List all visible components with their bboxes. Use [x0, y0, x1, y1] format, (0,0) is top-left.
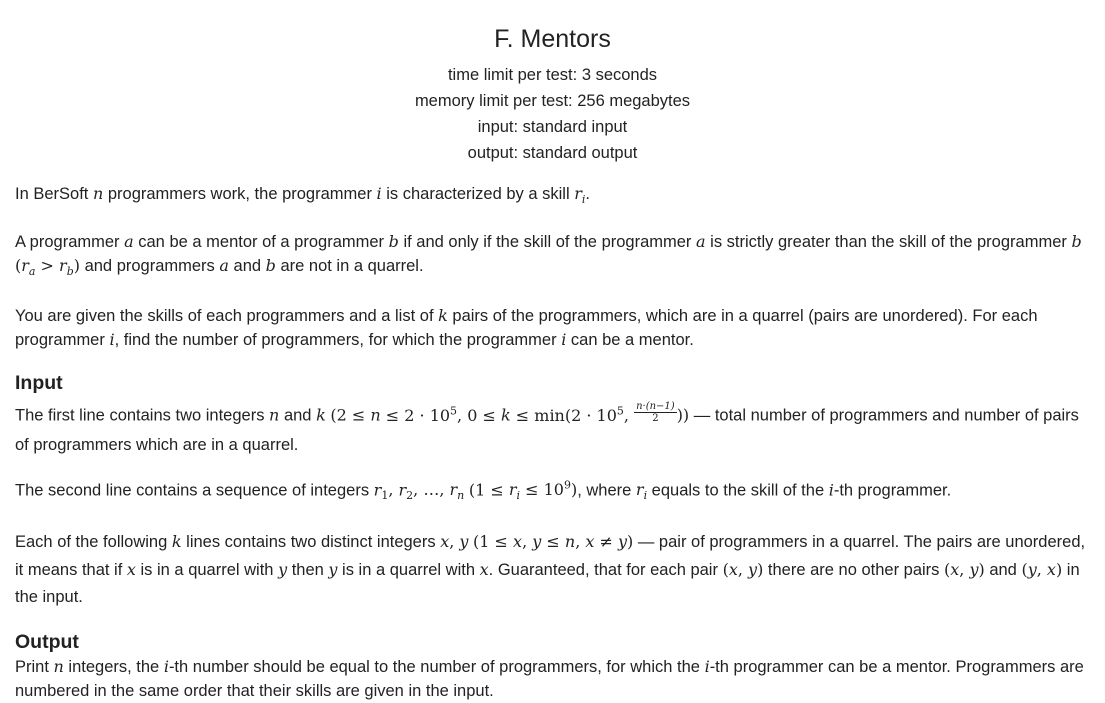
- input-spec: input: standard input: [477, 118, 628, 136]
- statement-paragraph: In BerSoft n programmers work, the programmer i is characterized by a skill $r_i$.: [15, 184, 591, 207]
- problem-header: [0, 0, 1105, 166]
- input-section: [15, 370, 1090, 611]
- input-line-2: The second line contains a sequence of integers $r_1$, $r_2$, …, $r_n$ $(1 \le r_i \le 10^9)$, where $r_i$ equals to the skill of the i-th programmer.: [15, 478, 952, 503]
- memory-limit: memory limit per test: 256 megabytes: [414, 92, 691, 110]
- problem-title: F. Mentors: [494, 25, 611, 53]
- output-section: [15, 629, 1090, 703]
- output-spec: output: standard output: [467, 144, 638, 162]
- problem-statement: [0, 182, 1105, 703]
- fraction: $\frac{n\cdot(n-1)}{2}$: [636, 400, 675, 424]
- statement-paragraph: You are given the skills of each programmers and a list of k pairs of the programmers, which are in a quarrel (pairs are unordered). For each programmer i, find the number of programmers, for which the programmer i can be a mentor.: [15, 306, 1038, 350]
- output-text: Print n integers, the i-th number should be equal to the number of programmers, for which the i-th programmer can be a mentor. Programmers are numbered in the same order that their skills are given in the input.: [15, 657, 1084, 701]
- time-limit: time limit per test: 3 seconds: [447, 66, 658, 84]
- input-section-title: Input: [15, 372, 63, 395]
- input-line-3: Each of the following k lines contains two distinct integers x, y (1 ≤ x, y ≤ n, x ≠ y) — pair of programmers in a quarrel. The pairs are unordered, it means that if x is in a quarrel with y then y is in a quarrel with x. Guaranteed, that for each pair (x, y) there are no other pairs (x, y) and (y, x) in the input.: [15, 532, 1086, 607]
- statement-paragraph: A programmer a can be a mentor of a programmer b if and only if the skill of the programmer a is strictly greater than the skill of the programmer b $(r_a > r_b)$ and programmers a and b are not in a quarrel.: [15, 232, 1082, 279]
- input-line-1: The first line contains two integers n and k ($2 \le n \le 2 \cdot 10^5$, $0 \le k \le \min(2 \cdot 10^5$, $\frac{n\cdot(n-1)}{2}$ )) — total number of programmers and number of pairs of programmers which are in a quarrel.: [15, 400, 1079, 454]
- output-section-title: Output: [15, 631, 79, 654]
